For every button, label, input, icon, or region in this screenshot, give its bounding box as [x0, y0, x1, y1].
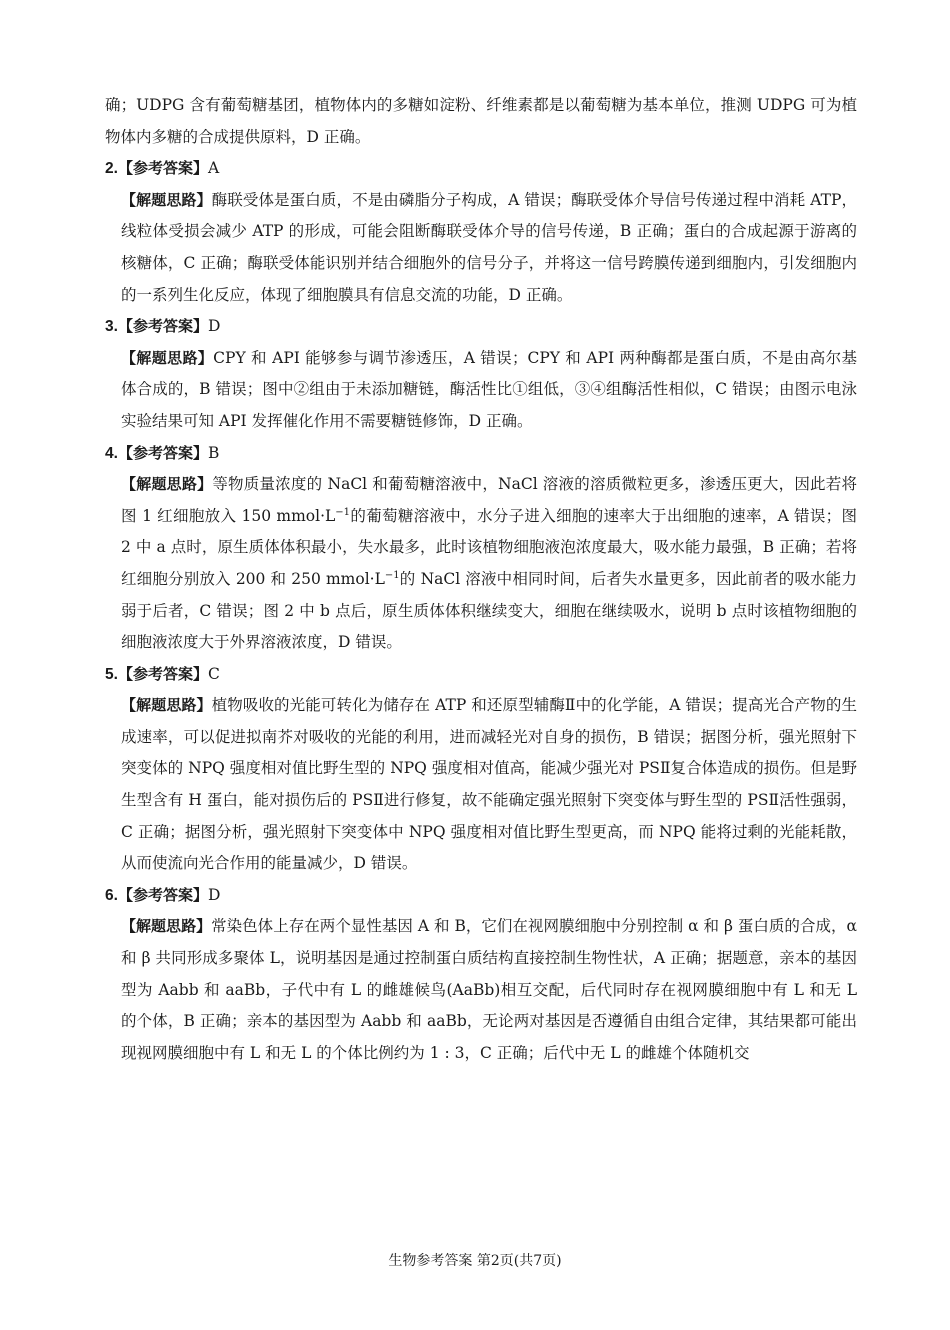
answer-tag: 【参考答案】 [117, 317, 208, 336]
solution-paragraph-4 [105, 469, 857, 659]
solution-tag: 【解题思路】 [121, 475, 213, 494]
question-number: 3. [105, 318, 118, 336]
unit-exponent: −1 [335, 506, 351, 518]
answer-value: B [207, 443, 220, 462]
answer-line-4 [105, 438, 857, 470]
solution-tag: 【解题思路】 [121, 917, 212, 936]
solution-text: 植物吸收的光能可转化为储存在 ATP 和还原型辅酶Ⅱ中的化学能，A 错误；提高光合产物的生成速率，可以促进拟南芥对吸收的光能的利用，进而减轻光对自身的损伤，B 错误；据图分析，强光照射下突变体的 NPQ 强度相对值比野生型的 NPQ 强度相对值高，能减少强光对 PSⅡ复合体造成的损伤。但是野生型含有 H 蛋白，能对损伤后的 PSⅡ进行修复，故不能确定强光照射下突变体与野生型的 PSⅡ活性强弱，C 正确；据图分析，强光照射下突变体中 NPQ 强度相对值比野生型更高，而 NPQ 能将过剩的光能耗散，从而使流向光合作用的能量减少，D 错误。 [121, 696, 857, 873]
question-number: 5. [105, 665, 118, 683]
solution-tag: 【解题思路】 [121, 190, 212, 209]
solution-text-part-3: 的 NaCl 溶液中相同时间，后者失水量更多，因此前者的吸水能力弱于后者，C 错误；图 2 中 b 点后，原生质体体积继续变大，细胞在继续吸水，说明 b 点时该植物细胞的细胞液浓度大于外界溶液浓度，D 错误。 [121, 569, 857, 652]
question-number: 4. [105, 444, 118, 462]
solution-text: 酶联受体是蛋白质，不是由磷脂分子构成，A 错误；酶联受体介导信号传递过程中消耗 ATP，线粒体受损会减少 ATP 的形成，可能会阻断酶联受体介导的信号传递，B 正确；蛋白的合成起源于游离的核糖体，C 正确；酶联受体能识别并结合细胞外的信号分子，并将这一信号跨膜传递到细胞内，引发细胞内的一系列生化反应，体现了细胞膜具有信息交流的功能，D 正确。 [121, 190, 857, 304]
solution-text-part-1: 等物质量浓度的 NaCl 和葡萄糖溶液中，NaCl 溶液的溶质微粒更多，渗透压更大，因此若将图 1 红细胞放入 150 mmol·L [121, 475, 857, 525]
solution-text: CPY 和 API 能够参与调节渗透压，A 错误；CPY 和 API 两种酶都是蛋白质，不是由高尔基体合成的，B 错误；图中②组由于未添加糖链，酶活性比①组低，③④组酶活性相似，C 错误；由图示电泳实验结果可知 API 发挥催化作用不需要糖链修饰，D 正确。 [121, 348, 857, 430]
answer-value: C [207, 664, 220, 683]
answer-tag: 【参考答案】 [117, 443, 208, 462]
solution-paragraph-6 [105, 911, 857, 1069]
answer-line-3 [105, 311, 857, 343]
solution-paragraph-2 [105, 185, 857, 311]
unit-exponent: −1 [384, 569, 400, 581]
solution-paragraph-5 [105, 690, 857, 880]
answer-tag: 【参考答案】 [117, 664, 208, 683]
solution-paragraph-3 [105, 343, 857, 438]
question-number: 6. [105, 886, 118, 904]
answer-line-6 [105, 880, 857, 912]
answer-tag: 【参考答案】 [117, 159, 208, 178]
question-number: 2. [105, 160, 118, 178]
solution-text-part-2: 的葡萄糖溶液中，水分子进入细胞的速率大于出细胞的速率，A 错误；图 2 中 a 点时，原生质体体积最小，失水最多，此时该植物细胞液泡浓度最大，吸水能力最强，B 正确；若将红细胞分别放入 200 和 250 mmol·L [121, 506, 858, 588]
answer-content [105, 90, 857, 1069]
answer-tag: 【参考答案】 [117, 885, 208, 904]
answer-value: D [207, 317, 221, 336]
solution-tag: 【解题思路】 [121, 696, 212, 715]
answer-value: A [207, 159, 220, 178]
page-footer: 生物参考答案 第2页(共7页) [388, 1253, 562, 1269]
solution-text: 常染色体上存在两个显性基因 A 和 B，它们在视网膜细胞中分别控制 α 和 β 蛋白质的合成，α 和 β 共同形成多聚体 L，说明基因是通过控制蛋白质结构直接控制生物性状，A 正确；据题意，亲本的基因型为 Aabb 和 aaBb，子代中有 L 的雌雄候鸟(AaBb)相互交配，后代同时存在视网膜细胞中有 L 和无 L 的个体，B 正确；亲本的基因型为 Aabb 和 aaBb，无论两对基因是否遵循自由组合定律，其结果都可能出现视网膜细胞中有 L 和无 L 的个体比例约为 1 : 3，C 正确；后代中无 L 的雌雄个体随机交 [121, 917, 857, 1062]
answer-line-2 [105, 153, 857, 185]
solution-tag: 【解题思路】 [121, 348, 214, 367]
answer-line-5 [105, 659, 857, 691]
answer-value: D [207, 885, 221, 904]
continued-paragraph: 确；UDPG 含有葡萄糖基团，植物体内的多糖如淀粉、纤维素都是以葡萄糖为基本单位，推测 UDPG 可为植物体内多糖的合成提供原料，D 正确。 [105, 96, 857, 146]
